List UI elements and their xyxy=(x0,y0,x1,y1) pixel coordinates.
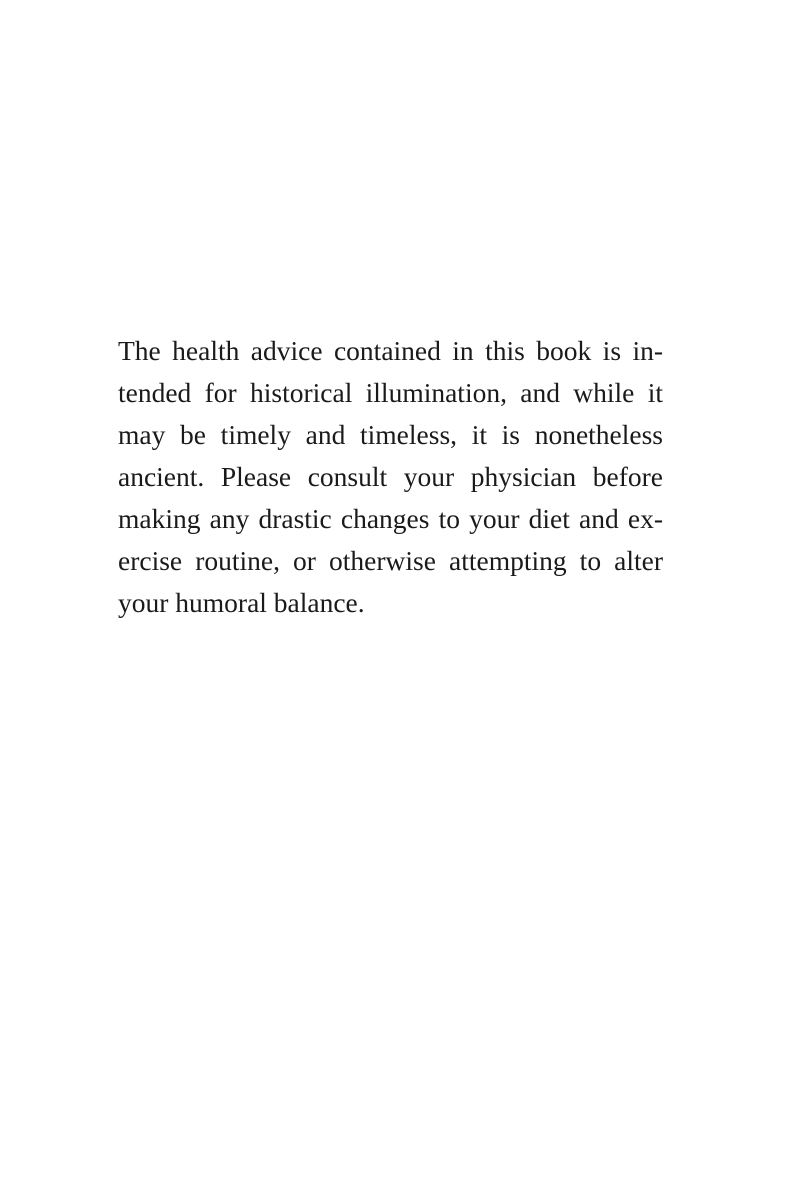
health-disclaimer-paragraph xyxy=(118,330,663,624)
disclaimer-line: ancient. Please consult your physician before xyxy=(118,461,663,492)
disclaimer-line: tended for historical illumination, and while it xyxy=(118,377,663,408)
disclaimer-line: making any drastic changes to your diet and ex- xyxy=(118,503,663,534)
disclaimer-line: The health advice contained in this book is in- xyxy=(118,335,663,366)
disclaimer-line: your humoral balance. xyxy=(118,587,365,618)
disclaimer-line: may be timely and timeless, it is nonetheless xyxy=(118,419,663,450)
disclaimer-line: ercise routine, or otherwise attempting to alter xyxy=(118,545,663,576)
